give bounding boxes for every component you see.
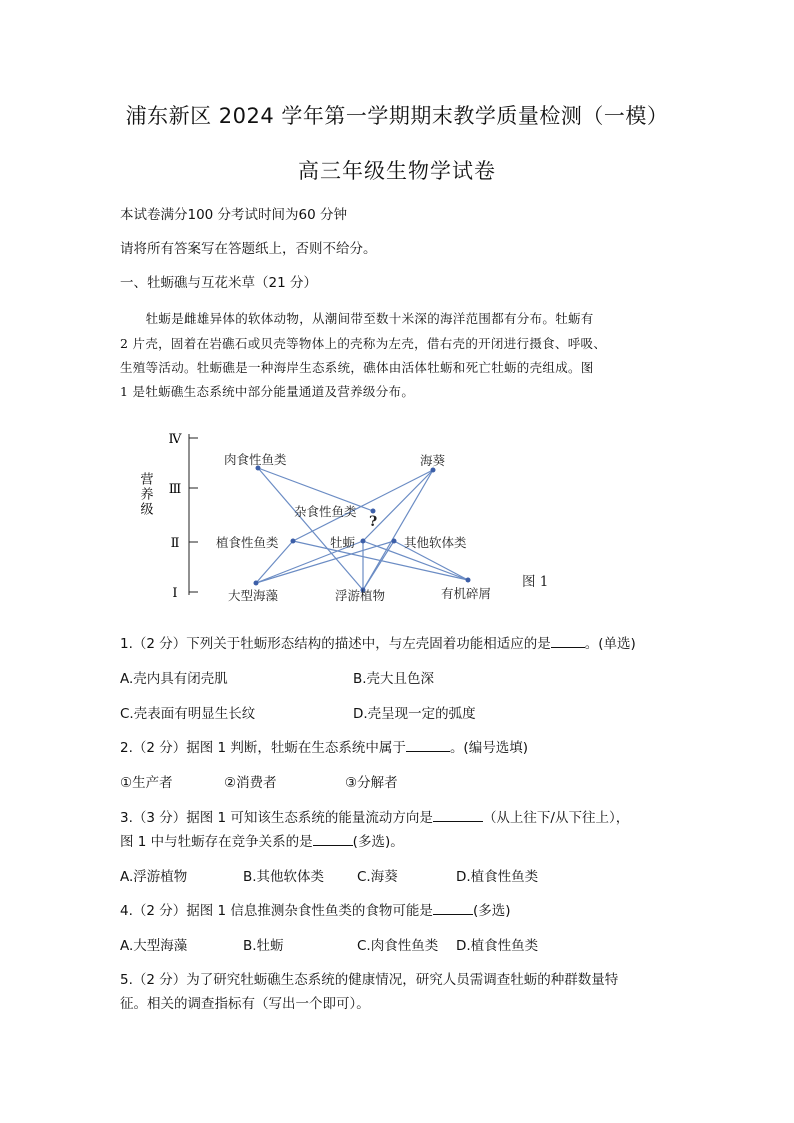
- question-1-suffix: 。(单选): [584, 636, 636, 652]
- question-2-suffix: 。(编号选填): [449, 740, 528, 756]
- answer-blank: [313, 844, 353, 846]
- question-3-text-2: 图 1 中与牡蛎存在竞争关系的是: [120, 834, 313, 850]
- node-omnivorous-fish: [371, 509, 376, 514]
- question-3-suffix-2: (多选)。: [352, 834, 404, 850]
- node-other-mollusks: [392, 539, 397, 544]
- question-4-text: 4.（2 分）据图 1 信息推测杂食性鱼类的食物可能是: [120, 903, 433, 919]
- axis-label-trophic-level: 营养级: [137, 472, 153, 517]
- q1-option-d: D.壳呈现一定的弧度: [353, 706, 476, 722]
- section-heading: 一、牡蛎礁与互花米草（21 分）: [120, 275, 317, 291]
- question-2-text: 2.（2 分）据图 1 判断，牡蛎在生态系统中属于: [120, 740, 406, 756]
- food-web-figure: [120, 420, 560, 615]
- q2-option-2: ②消费者: [224, 775, 277, 791]
- node-oyster: [361, 539, 366, 544]
- node-macroalgae: [254, 581, 259, 586]
- label-sea-anemone: 海葵: [420, 453, 446, 468]
- q1-option-b: B.壳大且色深: [353, 671, 435, 687]
- level-label-2: Ⅱ: [170, 536, 180, 551]
- node-organic-detritus: [466, 578, 471, 583]
- edge: [363, 541, 394, 590]
- question-4-suffix: (多选): [472, 903, 511, 919]
- answer-blank: [551, 646, 585, 648]
- question-2: [120, 736, 528, 756]
- question-5-line-2: 征。相关的调查指标有（写出一个即可）。: [120, 996, 370, 1012]
- question-1-text: 1.（2 分）下列关于牡蛎形态结构的描述中，与左壳固着功能相适应的是: [120, 636, 551, 652]
- answer-blank: [433, 820, 483, 822]
- question-1: [120, 632, 636, 652]
- exam-subtitle: 高三年级生物学试卷: [298, 159, 496, 183]
- passage-line: 1 是牡蛎礁生态系统中部分能量通道及营养级分布。: [120, 384, 415, 399]
- q2-option-1: ①生产者: [120, 775, 173, 791]
- figure-caption: 图 1: [522, 574, 549, 590]
- question-4: [120, 899, 510, 919]
- node-sea-anemone: [431, 468, 436, 473]
- q1-option-a: A.壳内具有闭壳肌: [120, 671, 228, 687]
- q4-option-a: A.大型海藻: [120, 938, 188, 954]
- level-label-3: Ⅲ: [168, 482, 182, 497]
- q4-option-c: C.肉食性鱼类: [357, 938, 439, 954]
- node-herbivorous-fish: [291, 539, 296, 544]
- passage-line: 2 片壳，固着在岩礁石或贝壳等物体上的壳称为左壳，借右壳的开闭进行摄食、呼吸、: [120, 336, 607, 351]
- q2-option-3: ③分解者: [345, 775, 398, 791]
- q3-option-b: B.其他软体类: [243, 869, 325, 885]
- label-phytoplankton: 浮游植物: [335, 588, 386, 603]
- answer-blank: [406, 750, 450, 752]
- passage-line: 生殖等活动。牡蛎礁是一种海岸生态系统，礁体由活体牡蛎和死亡牡蛎的壳组成。图: [120, 360, 594, 375]
- passage-line: 牡蛎是雌雄异体的软体动物，从潮间带至数十米深的海洋范围都有分布。牡蛎有: [120, 311, 594, 326]
- intro-line-answer: 请将所有答案写在答题纸上，否则不给分。: [120, 241, 377, 257]
- exam-title: 浦东新区 2024 学年第一学期期末教学质量检测（一模）: [125, 104, 669, 128]
- label-question-mark: ?: [369, 514, 378, 530]
- question-3: [120, 806, 629, 826]
- label-oyster: 牡蛎: [330, 535, 356, 550]
- label-organic-detritus: 有机碎屑: [441, 586, 492, 601]
- label-other-mollusks: 其他软体类: [404, 535, 467, 550]
- energy-channels: [256, 468, 468, 590]
- intro-line-score: 本试卷满分100 分考试时间为60 分钟: [120, 207, 348, 223]
- q4-option-b: B.牡蛎: [243, 938, 284, 954]
- level-label-4: Ⅳ: [168, 432, 182, 447]
- question-5: 5.（2 分）为了研究牡蛎礁生态系统的健康情况，研究人员需调查牡蛎的种群数量特: [120, 972, 619, 988]
- question-3-line-2: [120, 830, 404, 850]
- label-omnivorous-fish: 杂食性鱼类: [294, 504, 357, 519]
- q3-option-d: D.植食性鱼类: [456, 869, 539, 885]
- answer-blank: [433, 913, 473, 915]
- edge: [258, 468, 363, 590]
- question-3-suffix: （从上往下/从下往上），: [482, 810, 630, 826]
- q3-option-a: A.浮游植物: [120, 869, 188, 885]
- label-macroalgae: 大型海藻: [228, 588, 279, 603]
- level-label-1: Ⅰ: [172, 586, 178, 601]
- question-3-text: 3.（3 分）据图 1 可知该生态系统的能量流动方向是: [120, 810, 433, 826]
- label-carnivorous-fish: 肉食性鱼类: [224, 452, 287, 467]
- label-herbivorous-fish: 植食性鱼类: [216, 535, 279, 550]
- q1-option-c: C.壳表面有明显生长纹: [120, 706, 256, 722]
- q4-option-d: D.植食性鱼类: [456, 938, 539, 954]
- q3-option-c: C.海葵: [357, 869, 398, 885]
